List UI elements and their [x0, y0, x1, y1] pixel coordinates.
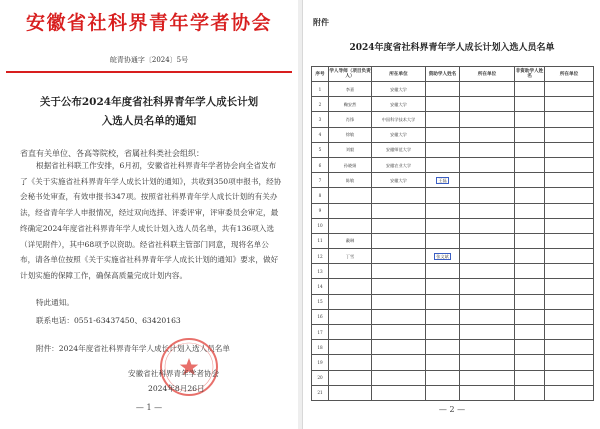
- notice-body: 根据省社科联工作安排，6月初，安徽省社科界青年学者协会向全省发布了《关于实施省社科界青年学人成长计划的通知》，共收到350项申报书，经协会秘书处审查，有效申报书347项。按照省社科界青年学人成长计划的有关办法，经省青年学人申报情况，经过双向选择、评委评审，评审委员会审定，最终确定2024年度省社科界青年学人成长计划入选人员名单，共有136项入选（详见附件），其中68项予以资助。经省社科联主管部门同意，现将名单公布，请各单位按照《关于实施省社科界青年学人成长计划的通知》要求，做好计划实施的保障工作，确保高质量完成计划内容。: [20, 161, 282, 280]
- funded-scholar-cell: [426, 218, 460, 233]
- signature-date: 2024年8月26日: [148, 384, 205, 393]
- unfunded-scholar-cell: [515, 325, 545, 340]
- unfunded-unit-cell: [545, 294, 594, 309]
- funded-scholar-cell: [426, 233, 460, 248]
- mentor-name-cell: [329, 233, 372, 248]
- unfunded-unit-cell: [545, 370, 594, 385]
- funded-scholar-cell: [426, 325, 460, 340]
- col-header-funded-scholar: 资助学人姓名: [426, 67, 460, 82]
- funded-unit-cell: [460, 173, 515, 188]
- row-index-text: 4: [318, 132, 322, 138]
- funded-scholar-cell: [426, 203, 460, 218]
- row-index-text: 18: [317, 344, 323, 350]
- unfunded-unit-cell: [545, 142, 594, 157]
- row-index-cell: [312, 370, 329, 385]
- funded-scholar-cell: [426, 340, 460, 355]
- mentor-name-cell: [329, 97, 372, 112]
- unfunded-unit-cell: [545, 218, 594, 233]
- row-index-text: 20: [317, 375, 323, 381]
- funded-scholar-cell: [426, 142, 460, 157]
- closing-text: 特此通知。: [36, 298, 74, 307]
- unfunded-scholar-cell: [515, 203, 545, 218]
- mentor-name-cell: [329, 355, 372, 370]
- row-index-cell: [312, 203, 329, 218]
- row-index-text: 14: [317, 284, 323, 290]
- signature-org: 安徽省社科界青年学者协会: [128, 369, 220, 378]
- mentor-unit-cell: [372, 340, 426, 355]
- salutation: 省直有关单位、各高等院校，省属社科类社会组织：: [20, 149, 204, 158]
- funded-unit-cell: [460, 142, 515, 157]
- table-row: [312, 142, 594, 157]
- mentor-name-cell: [329, 82, 372, 97]
- table-row: [312, 173, 594, 188]
- table-row: [312, 309, 594, 324]
- notice-title: [0, 93, 298, 131]
- funded-unit-cell: [460, 355, 515, 370]
- mentor-name-text: 肖锋: [345, 116, 355, 122]
- unfunded-scholar-cell: [515, 355, 545, 370]
- funded-unit-cell: [460, 157, 515, 172]
- row-index-cell: [312, 173, 329, 188]
- red-divider: [6, 71, 292, 73]
- mentor-name-text: 孙晓娟: [343, 162, 357, 168]
- unfunded-unit-cell: [545, 203, 594, 218]
- table-row: [312, 218, 594, 233]
- contact-phone: 联系电话：0551-63437450、63420163: [36, 316, 181, 325]
- roster-body: [312, 82, 594, 401]
- unfunded-unit-cell: [545, 264, 594, 279]
- funded-scholar-cell: [426, 112, 460, 127]
- row-index-text: 10: [317, 223, 323, 229]
- mentor-name-cell: [329, 279, 372, 294]
- table-row: [312, 249, 594, 264]
- unfunded-scholar-cell: [515, 294, 545, 309]
- mentor-name-cell: [329, 370, 372, 385]
- unfunded-unit-cell: [545, 127, 594, 142]
- col-header-unfunded-scholar: 非资助学人姓名: [515, 67, 545, 82]
- row-index-text: 5: [318, 147, 322, 153]
- row-index-text: 12: [317, 253, 323, 259]
- notice-page: [0, 0, 298, 429]
- attachment-label: 附件: [313, 17, 329, 27]
- mentor-name-cell: [329, 142, 372, 157]
- notice-title-line: 入选人员名单的通知: [101, 115, 197, 127]
- funded-unit-cell: [460, 82, 515, 97]
- mentor-unit-cell: [372, 142, 426, 157]
- unfunded-unit-cell: [545, 157, 594, 172]
- mentor-unit-cell: [372, 294, 426, 309]
- mentor-unit-cell: [372, 385, 426, 400]
- mentor-name-cell: [329, 127, 372, 142]
- mentor-name-cell: [329, 264, 372, 279]
- mentor-name-text: 戴琳: [345, 238, 355, 244]
- table-row: [312, 127, 594, 142]
- funded-unit-cell: [460, 264, 515, 279]
- col-header-mentor: 学人导师（项目负责人）: [329, 67, 372, 82]
- row-index-text: 2: [318, 101, 322, 107]
- mentor-unit-cell: [372, 249, 426, 264]
- table-row: [312, 325, 594, 340]
- col-header-unfunded-unit: 所在单位: [545, 67, 594, 82]
- funded-unit-cell: [460, 370, 515, 385]
- row-index-cell: [312, 264, 329, 279]
- row-index-cell: [312, 279, 329, 294]
- page-number: — 1 —: [135, 403, 163, 412]
- mentor-name-text: 鞠安然: [343, 101, 357, 107]
- mentor-unit-cell: [372, 188, 426, 203]
- funded-unit-cell: [460, 233, 515, 248]
- mentor-unit-text: 安徽大学: [390, 132, 407, 138]
- funded-scholar-cell: [426, 309, 460, 324]
- funded-scholar-cell: [426, 188, 460, 203]
- row-index-cell: [312, 127, 329, 142]
- mentor-name-cell: [329, 325, 372, 340]
- row-index-cell: [312, 112, 329, 127]
- unfunded-unit-cell: [545, 173, 594, 188]
- notice-title-line: 关于公布2024年度省社科界青年学人成长计划: [39, 96, 259, 108]
- mentor-name-cell: [329, 294, 372, 309]
- funded-unit-cell: [460, 203, 515, 218]
- row-index-cell: [312, 385, 329, 400]
- row-index-cell: [312, 309, 329, 324]
- unfunded-scholar-cell: [515, 82, 545, 97]
- mentor-unit-cell: [372, 157, 426, 172]
- funded-unit-cell: [460, 340, 515, 355]
- mentor-name-cell: [329, 218, 372, 233]
- table-header-row: [312, 67, 594, 82]
- unfunded-unit-cell: [545, 188, 594, 203]
- table-row: [312, 112, 594, 127]
- row-index-text: 21: [317, 390, 323, 396]
- table-row: [312, 233, 594, 248]
- unfunded-unit-cell: [545, 340, 594, 355]
- funded-unit-cell: [460, 97, 515, 112]
- unfunded-scholar-cell: [515, 385, 545, 400]
- unfunded-unit-cell: [545, 279, 594, 294]
- mentor-unit-cell: [372, 127, 426, 142]
- funded-scholar-cell: [426, 294, 460, 309]
- funded-scholar-cell: [426, 249, 460, 264]
- row-index-cell: [312, 249, 329, 264]
- mentor-unit-text: 中国科学技术大学: [381, 116, 416, 122]
- table-row: [312, 97, 594, 112]
- table-row: [312, 370, 594, 385]
- mentor-name-cell: [329, 203, 372, 218]
- funded-scholar-cell: [426, 370, 460, 385]
- mentor-unit-cell: [372, 233, 426, 248]
- mentor-name-cell: [329, 309, 372, 324]
- row-index-text: 16: [317, 314, 323, 320]
- row-index-text: 6: [318, 162, 322, 168]
- mentor-unit-text: 安徽大学: [390, 86, 407, 92]
- row-index-cell: [312, 340, 329, 355]
- mentor-name-text: 徐敏: [345, 132, 355, 138]
- mentor-name-cell: [329, 188, 372, 203]
- unfunded-unit-cell: [545, 233, 594, 248]
- mentor-name-cell: [329, 340, 372, 355]
- mentor-name-cell: [329, 112, 372, 127]
- funded-unit-cell: [460, 112, 515, 127]
- mentor-name-cell: [329, 249, 372, 264]
- funded-scholar-cell: [426, 173, 460, 188]
- unfunded-scholar-cell: [515, 340, 545, 355]
- mentor-unit-text: 安徽农业大学: [385, 162, 412, 168]
- table-row: [312, 355, 594, 370]
- mentor-name-cell: [329, 173, 372, 188]
- funded-unit-cell: [460, 218, 515, 233]
- unfunded-scholar-cell: [515, 127, 545, 142]
- unfunded-scholar-cell: [515, 279, 545, 294]
- unfunded-scholar-cell: [515, 264, 545, 279]
- row-index-text: 15: [317, 299, 323, 305]
- row-index-text: 13: [317, 268, 323, 274]
- table-row: [312, 157, 594, 172]
- funded-scholar-cell: [426, 157, 460, 172]
- unfunded-unit-cell: [545, 325, 594, 340]
- table-row: [312, 203, 594, 218]
- unfunded-scholar-cell: [515, 188, 545, 203]
- row-index-cell: [312, 97, 329, 112]
- col-header-index: 序号: [312, 67, 329, 82]
- attachment-note: 附件：2024年度省社科界青年学人成长计划入选人员名单: [36, 344, 230, 353]
- mentor-unit-cell: [372, 355, 426, 370]
- mentor-unit-cell: [372, 370, 426, 385]
- row-index-text: 19: [317, 359, 323, 365]
- unfunded-unit-cell: [545, 385, 594, 400]
- col-header-mentor-unit: 所在单位: [372, 67, 426, 82]
- unfunded-scholar-cell: [515, 233, 545, 248]
- row-index-text: 9: [318, 208, 322, 214]
- unfunded-unit-cell: [545, 355, 594, 370]
- funded-unit-cell: [460, 385, 515, 400]
- unfunded-scholar-cell: [515, 249, 545, 264]
- funded-unit-cell: [460, 325, 515, 340]
- row-index-cell: [312, 355, 329, 370]
- table-row: [312, 340, 594, 355]
- list-title: 2024年度省社科界青年学人成长计划入选人员名单: [349, 43, 555, 53]
- mentor-name-cell: [329, 385, 372, 400]
- roster-page: [302, 0, 600, 429]
- row-index-cell: [312, 294, 329, 309]
- mentor-name-text: 刘毅: [345, 147, 355, 153]
- mentor-unit-cell: [372, 218, 426, 233]
- funded-unit-cell: [460, 279, 515, 294]
- row-index-text: 17: [317, 329, 323, 335]
- table-row: [312, 188, 594, 203]
- roster-table: [311, 66, 594, 401]
- row-index-text: 8: [318, 192, 322, 198]
- funded-unit-cell: [460, 127, 515, 142]
- mentor-unit-cell: [372, 112, 426, 127]
- funded-scholar-cell: [426, 279, 460, 294]
- row-index-cell: [312, 188, 329, 203]
- col-header-funded-unit: 所在单位: [460, 67, 515, 82]
- funded-scholar-cell: [426, 385, 460, 400]
- mentor-unit-cell: [372, 264, 426, 279]
- unfunded-unit-cell: [545, 309, 594, 324]
- row-index-cell: [312, 218, 329, 233]
- row-index-cell: [312, 157, 329, 172]
- doc-number: 皖青协通字〔2024〕5号: [109, 56, 189, 64]
- mentor-unit-text: 安徽大学: [390, 101, 407, 107]
- org-title: 安徽省社科界青年学者协会: [25, 12, 272, 34]
- mentor-unit-cell: [372, 82, 426, 97]
- unfunded-unit-cell: [545, 97, 594, 112]
- unfunded-unit-cell: [545, 249, 594, 264]
- unfunded-scholar-cell: [515, 142, 545, 157]
- table-row: [312, 385, 594, 400]
- funded-unit-cell: [460, 188, 515, 203]
- mentor-name-text: 陈敏: [345, 177, 355, 183]
- funded-scholar-cell: [426, 97, 460, 112]
- unfunded-scholar-cell: [515, 370, 545, 385]
- unfunded-scholar-cell: [515, 173, 545, 188]
- mentor-unit-cell: [372, 97, 426, 112]
- mentor-unit-cell: [372, 279, 426, 294]
- row-index-text: 7: [318, 177, 322, 183]
- mentor-unit-text: 安徽师范大学: [385, 147, 412, 153]
- funded-scholar-text: 王磊: [438, 177, 447, 183]
- table-row: [312, 279, 594, 294]
- unfunded-scholar-cell: [515, 157, 545, 172]
- mentor-unit-cell: [372, 173, 426, 188]
- row-index-cell: [312, 142, 329, 157]
- funded-unit-cell: [460, 294, 515, 309]
- mentor-name-cell: [329, 157, 372, 172]
- unfunded-unit-cell: [545, 112, 594, 127]
- mentor-unit-cell: [372, 309, 426, 324]
- mentor-unit-cell: [372, 203, 426, 218]
- row-index-cell: [312, 82, 329, 97]
- unfunded-scholar-cell: [515, 97, 545, 112]
- mentor-name-text: 丁雪: [345, 253, 355, 259]
- funded-scholar-text: 张文斌: [436, 253, 449, 259]
- row-index-cell: [312, 325, 329, 340]
- table-row: [312, 82, 594, 97]
- row-index-cell: [312, 233, 329, 248]
- table-row: [312, 294, 594, 309]
- funded-unit-cell: [460, 309, 515, 324]
- mentor-name-text: 李嘉: [345, 86, 355, 92]
- unfunded-scholar-cell: [515, 218, 545, 233]
- mentor-unit-text: 安徽大学: [390, 177, 407, 183]
- funded-unit-cell: [460, 249, 515, 264]
- row-index-text: 3: [318, 116, 322, 122]
- unfunded-unit-cell: [545, 82, 594, 97]
- table-row: [312, 264, 594, 279]
- row-index-text: 1: [318, 86, 322, 92]
- unfunded-scholar-cell: [515, 112, 545, 127]
- funded-scholar-cell: [426, 264, 460, 279]
- unfunded-scholar-cell: [515, 309, 545, 324]
- funded-scholar-cell: [426, 127, 460, 142]
- funded-scholar-cell: [426, 82, 460, 97]
- mentor-unit-cell: [372, 325, 426, 340]
- row-index-text: 11: [317, 238, 323, 244]
- funded-scholar-cell: [426, 355, 460, 370]
- page-number: — 2 —: [438, 405, 466, 414]
